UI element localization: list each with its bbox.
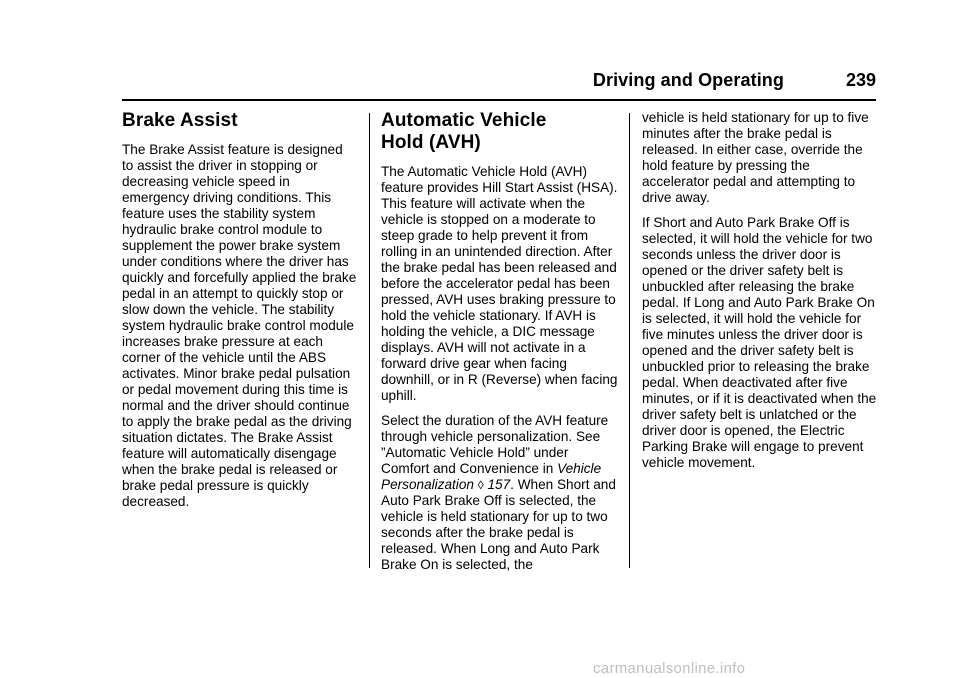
page-number: 239 [845, 70, 876, 90]
column-avh [381, 110, 618, 582]
continuation-paragraph-2: If Short and Auto Park Brake Off is selected, it will hold the vehicle for two seconds unless the driver door is opened or the driver safety belt is unbuckled after releasing the brake pedal. If Long and Auto Park Brake On is selected, it will hold the vehicle for five minutes unless the driver door is opened and the driver safety belt is unbuckled prior to releasing the brake pedal. When deactivated after five minutes, or if it is deactivated when the driver safety belt is unlatched or the driver door is opened, the Electric Parking Brake will engage to prevent vehicle movement. [642, 215, 877, 470]
avh-paragraph-2-text: Select the duration of the AVH feature through vehicle personalization. See ”Automatic Vehicle Hold” under Comfort and Convenience in [381, 413, 609, 476]
brake-assist-paragraph: The Brake Assist feature is designed to assist the driver in stopping or decreasing vehicle speed in emergency driving conditions. This feature uses the stability system hydraulic brake control module to supplement the power brake system under conditions where the driver has quickly and forcefully applied the brake pedal in an attempt to quickly stop or slow down the vehicle. The stability system hydraulic brake control module increases brake pressure at each corner of the vehicle until the ABS activates. Minor brake pedal pulsation or pedal movement during this time is normal and the driver should continue to apply the brake pedal as the driving situation dictates. The Brake Assist feature will automatically disengage when the brake pedal is released or brake pedal pressure is quickly decreased. [122, 142, 357, 509]
section-title: Driving and Operating [592, 70, 784, 90]
avh-heading-line1: Automatic Vehicle [381, 110, 547, 131]
column-brake-assist [122, 110, 357, 519]
avh-paragraph-2 [381, 413, 618, 573]
avh-paragraph-2-rest: . When Short and Auto Park Brake Off is selected, the vehicle is held stationary for up to two seconds after the brake pedal is released. When Long and Auto Park Brake On is selected, the [381, 477, 616, 572]
column-continuation [642, 110, 878, 480]
avh-heading-line2: Hold (AVH) [381, 132, 481, 153]
brake-assist-heading: Brake Assist [122, 110, 238, 131]
header-rule [122, 99, 876, 101]
vehicle-personalization-link[interactable]: Vehicle Personalization [381, 461, 602, 492]
page-ref-icon: ◊ [477, 478, 484, 492]
continuation-paragraph-1: vehicle is held stationary for up to five minutes after the brake pedal is released. In either case, override the hold feature by pressing the accelerator pedal and attempting to drive away. [642, 110, 869, 205]
page-header [122, 68, 876, 100]
avh-paragraph-1: The Automatic Vehicle Hold (AVH) feature provides Hill Start Assist (HSA). This feature will activate when the vehicle is stopped on a moderate to steep grade to help prevent it from rolling in an unintended direction. After the brake pedal has been released and before the accelerator pedal has been pressed, AVH uses braking pressure to hold the vehicle stationary. If AVH is holding the vehicle, a DIC message displays. AVH will not activate in a forward drive gear when facing downhill, or in R (Reverse) when facing uphill. [381, 164, 618, 403]
page-ref-number[interactable]: 157 [487, 477, 511, 492]
column-divider-1 [369, 113, 370, 568]
watermark: carmanualsonline.info [593, 660, 746, 677]
avh-heading [381, 110, 618, 154]
column-divider-2 [629, 113, 630, 568]
